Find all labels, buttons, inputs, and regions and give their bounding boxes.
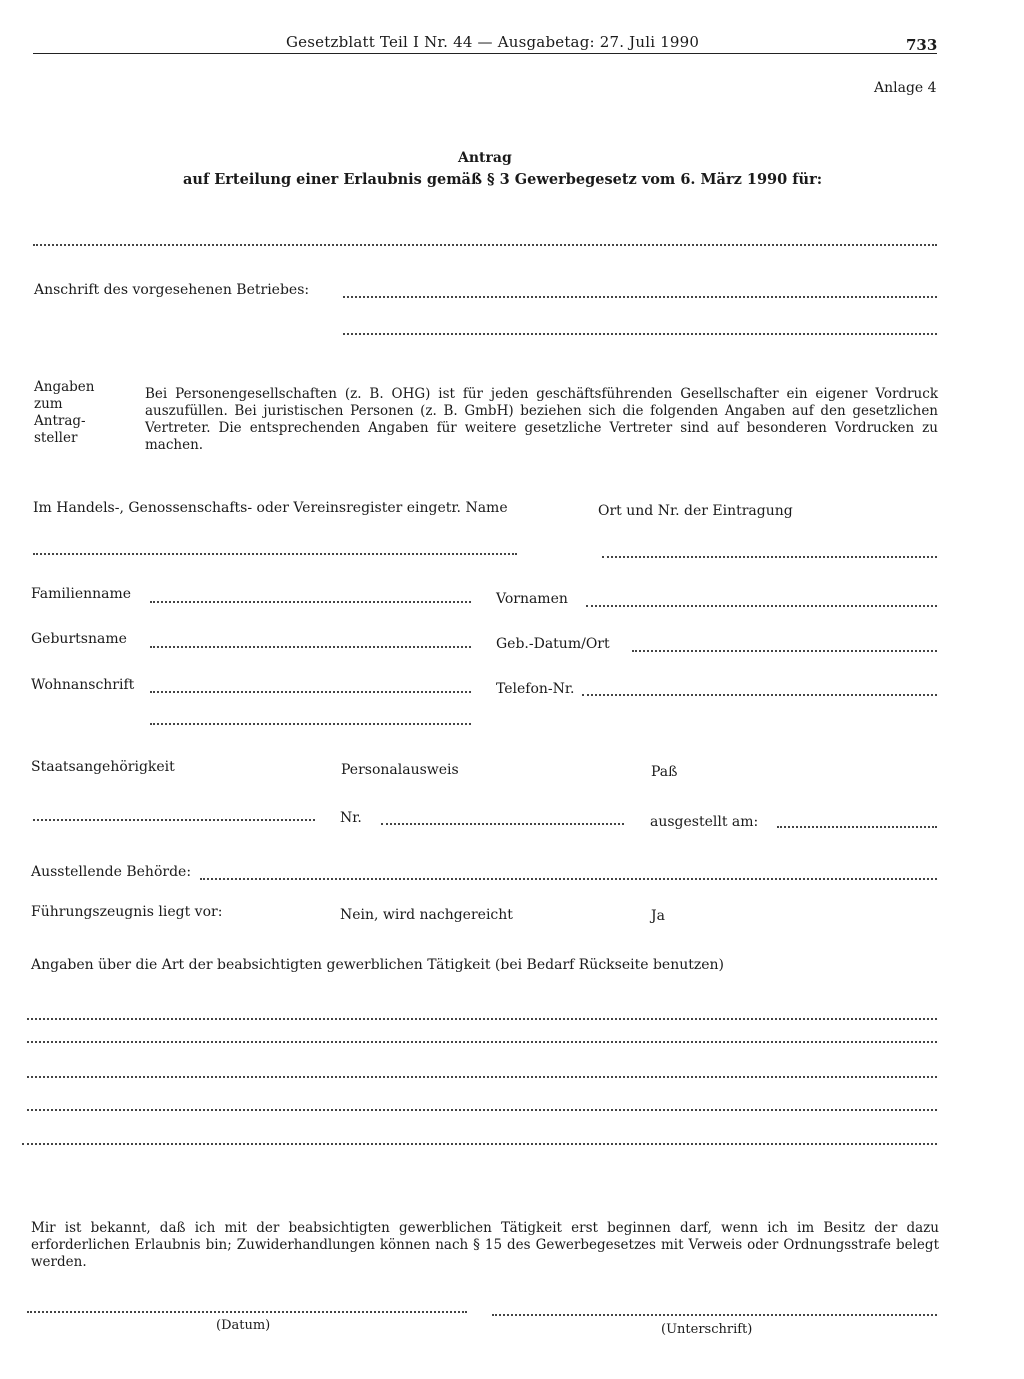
birth-date-place-field[interactable] xyxy=(632,650,937,652)
activity-label: Angaben über die Art der beabsichtigten gewerblichen Tätigkeit (bei Bedarf Rückseite benutzen) xyxy=(31,957,724,973)
register-place-field[interactable] xyxy=(602,556,937,558)
register-place-label: Ort und Nr. der Eintragung xyxy=(598,503,793,519)
activity-field-2[interactable] xyxy=(27,1041,937,1043)
home-address-label: Wohnanschrift xyxy=(31,677,135,693)
activity-field-4[interactable] xyxy=(27,1109,937,1111)
applicant-instructions: Bei Personengesellschaften (z. B. OHG) ist für jeden geschäftsführenden Gesellschafter ein eigener Vordruck auszufüllen. Bei juristischen Personen (z. B. GmbH) beziehen sich die folgenden Angaben auf den gesetzlichen Vertreter. Die entsprechenden Angaben für weitere gesetzliche Vertreter sind auf besonderen Vordrucken zu machen. xyxy=(145,386,938,453)
signature-field[interactable] xyxy=(492,1314,937,1316)
birth-name-field[interactable] xyxy=(150,646,471,648)
first-names-label: Vornamen xyxy=(496,591,568,607)
page-number: 733 xyxy=(906,36,938,54)
phone-field[interactable] xyxy=(582,694,937,696)
certificate-option-no[interactable]: Nein, wird nachgereicht xyxy=(340,907,513,923)
nationality-field[interactable] xyxy=(33,819,315,821)
surname-label: Familienname xyxy=(31,586,132,602)
form-subtitle: auf Erteilung einer Erlaubnis gemäß § 3 Gewerbegesetz vom 6. März 1990 für: xyxy=(183,171,823,188)
register-name-label: Im Handels-, Genossenschafts- oder Vereinsregister eingetr. Name xyxy=(33,500,508,516)
phone-label: Telefon-Nr. xyxy=(496,681,575,697)
issued-on-label: ausgestellt am: xyxy=(650,814,759,830)
surname-field[interactable] xyxy=(150,601,471,603)
issuing-authority-label: Ausstellende Behörde: xyxy=(31,864,192,880)
activity-field-3[interactable] xyxy=(27,1076,937,1078)
passport-label: Paß xyxy=(651,764,678,780)
date-field[interactable] xyxy=(27,1311,467,1313)
register-name-field[interactable] xyxy=(33,553,517,555)
header-rule xyxy=(33,53,937,54)
permit-purpose-field[interactable] xyxy=(33,244,937,246)
business-address-label: Anschrift des vorgesehenen Betriebes: xyxy=(34,282,310,298)
id-number-label: Nr. xyxy=(340,810,362,826)
form-title: Antrag xyxy=(458,150,512,166)
annex-label: Anlage 4 xyxy=(874,80,937,96)
issued-on-field[interactable] xyxy=(777,826,937,828)
issuing-authority-field[interactable] xyxy=(200,878,937,880)
business-address-field-1[interactable] xyxy=(343,296,937,298)
business-address-field-2[interactable] xyxy=(343,333,937,335)
first-names-field[interactable] xyxy=(586,605,937,607)
activity-field-5[interactable] xyxy=(22,1143,937,1145)
activity-field-1[interactable] xyxy=(27,1018,937,1020)
running-title: Gesetzblatt Teil I Nr. 44 — Ausgabetag: 27. Juli 1990 xyxy=(286,33,700,51)
id-card-label: Personalausweis xyxy=(341,762,459,778)
certificate-label: Führungszeugnis liegt vor: xyxy=(31,904,223,920)
birth-name-label: Geburtsname xyxy=(31,631,127,647)
id-number-field[interactable] xyxy=(381,823,624,825)
nationality-label: Staatsangehörigkeit xyxy=(31,759,175,775)
applicant-section-label: Angaben zum Antrag-steller xyxy=(34,379,95,446)
home-address-field-1[interactable] xyxy=(150,691,471,693)
birth-date-place-label: Geb.-Datum/Ort xyxy=(496,636,610,652)
certificate-option-yes[interactable]: Ja xyxy=(651,908,665,924)
declaration-text: Mir ist bekannt, daß ich mit der beabsichtigten gewerblichen Tätigkeit erst beginnen darf, wenn ich im Besitz der dazu erforderlichen Erlaubnis bin; Zuwiderhandlungen können nach § 15 des Gewerbegesetzes mit Verweis oder Ordnungsstrafe belegt werden. xyxy=(31,1220,939,1270)
date-caption: (Datum) xyxy=(216,1318,271,1333)
home-address-field-2[interactable] xyxy=(150,723,471,725)
signature-caption: (Unterschrift) xyxy=(661,1322,753,1337)
